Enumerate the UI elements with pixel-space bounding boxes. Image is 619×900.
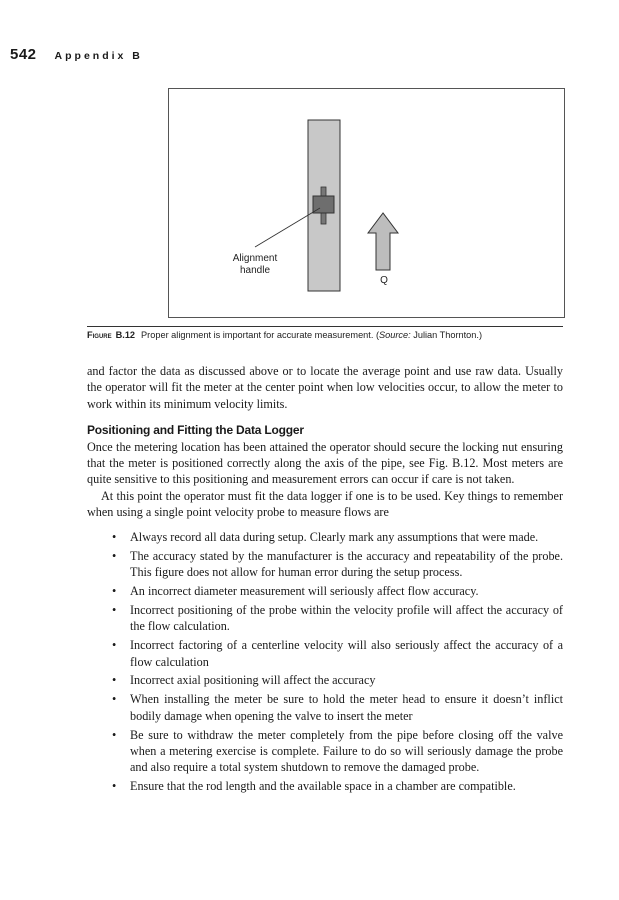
section-heading: Positioning and Fitting the Data Logger bbox=[87, 423, 304, 438]
list-item-text: Incorrect axial positioning will affect the accuracy bbox=[130, 673, 376, 688]
running-head: Appendix B bbox=[54, 50, 143, 62]
list-item bbox=[112, 778, 563, 794]
bullet-icon: • bbox=[112, 727, 117, 742]
section-paragraph-1: Once the metering location has been attained the operator should secure the locking nut ensuring that the meter is positioned correctly along the axis of the pipe, see Fig. B.12. Most meters are quite sensitive to this positioning and measurement errors can occur if care is not taken. bbox=[87, 439, 563, 487]
flow-arrow-icon bbox=[368, 213, 398, 270]
figure-caption bbox=[87, 326, 563, 340]
list-item-text: The accuracy stated by the manufacturer is the accuracy and repeatability of the probe. This figure does not allow for human error during the setup process. bbox=[130, 548, 563, 579]
list-item bbox=[112, 583, 563, 599]
caption-source-text: Julian Thornton.) bbox=[410, 330, 483, 340]
list-item bbox=[112, 672, 563, 688]
caption-source-label: Source: bbox=[379, 330, 411, 340]
list-item bbox=[112, 637, 563, 670]
section-paragraph-2: At this point the operator must fit the data logger if one is to be used. Key things to remember when using a single point velocity probe to measure flows are bbox=[87, 488, 563, 520]
page-number: 542 bbox=[10, 46, 37, 63]
list-item bbox=[112, 691, 563, 724]
list-item-text: An incorrect diameter measurement will seriously affect flow accuracy. bbox=[130, 583, 479, 598]
caption-label: Figure bbox=[87, 330, 112, 340]
alignment-label-line-2: handle bbox=[239, 265, 271, 276]
bullet-list bbox=[87, 529, 563, 795]
list-item-text: Be sure to withdraw the meter completely from the pipe before closing off the valve when a metering exercise is complete. Failure to do so will seriously damage the probe and also require a total system shutdown to remove the damaged probe. bbox=[130, 727, 563, 775]
bullet-icon: • bbox=[112, 673, 117, 688]
list-item-text: When installing the meter be sure to hold the meter head to ensure it doesn’t inflict bodily damage when opening the valve to insert the meter bbox=[130, 692, 563, 723]
page-header bbox=[10, 46, 143, 63]
flow-label: Q bbox=[380, 275, 388, 286]
figure-diagram bbox=[169, 89, 564, 317]
bullet-icon: • bbox=[112, 548, 117, 563]
list-item bbox=[112, 602, 563, 635]
bullet-icon: • bbox=[112, 692, 117, 707]
bullet-icon: • bbox=[112, 583, 117, 598]
intro-paragraph: and factor the data as discussed above or to locate the average point and use raw data. Usually the operator will fit the meter at the center point when low velocities occur, to allow the meter to work within its minimum velocity limits. bbox=[87, 364, 563, 411]
list-item-text: Ensure that the rod length and the available space in a chamber are compatible. bbox=[130, 779, 516, 794]
list-item bbox=[112, 548, 563, 581]
caption-text: Proper alignment is important for accurate measurement. ( bbox=[141, 330, 380, 340]
caption-number: B.12 bbox=[115, 330, 136, 340]
list-item-text: Incorrect factoring of a centerline velocity will also seriously affect the accuracy of a flow calculation bbox=[130, 638, 563, 669]
list-item-text: Always record all data during setup. Clearly mark any assumptions that were made. bbox=[130, 529, 539, 544]
alignment-label-line-1: Alignment bbox=[232, 253, 278, 264]
bullet-icon: • bbox=[112, 602, 117, 617]
bullet-icon: • bbox=[112, 638, 117, 653]
list-item bbox=[112, 529, 563, 545]
bullet-icon: • bbox=[112, 529, 117, 544]
body-text bbox=[87, 363, 563, 797]
list-item-text: Incorrect positioning of the probe within the velocity profile will affect the accuracy of the flow calculation. bbox=[130, 602, 563, 634]
figure-b12 bbox=[168, 88, 565, 318]
list-item bbox=[112, 727, 563, 776]
bullet-icon: • bbox=[112, 779, 117, 794]
